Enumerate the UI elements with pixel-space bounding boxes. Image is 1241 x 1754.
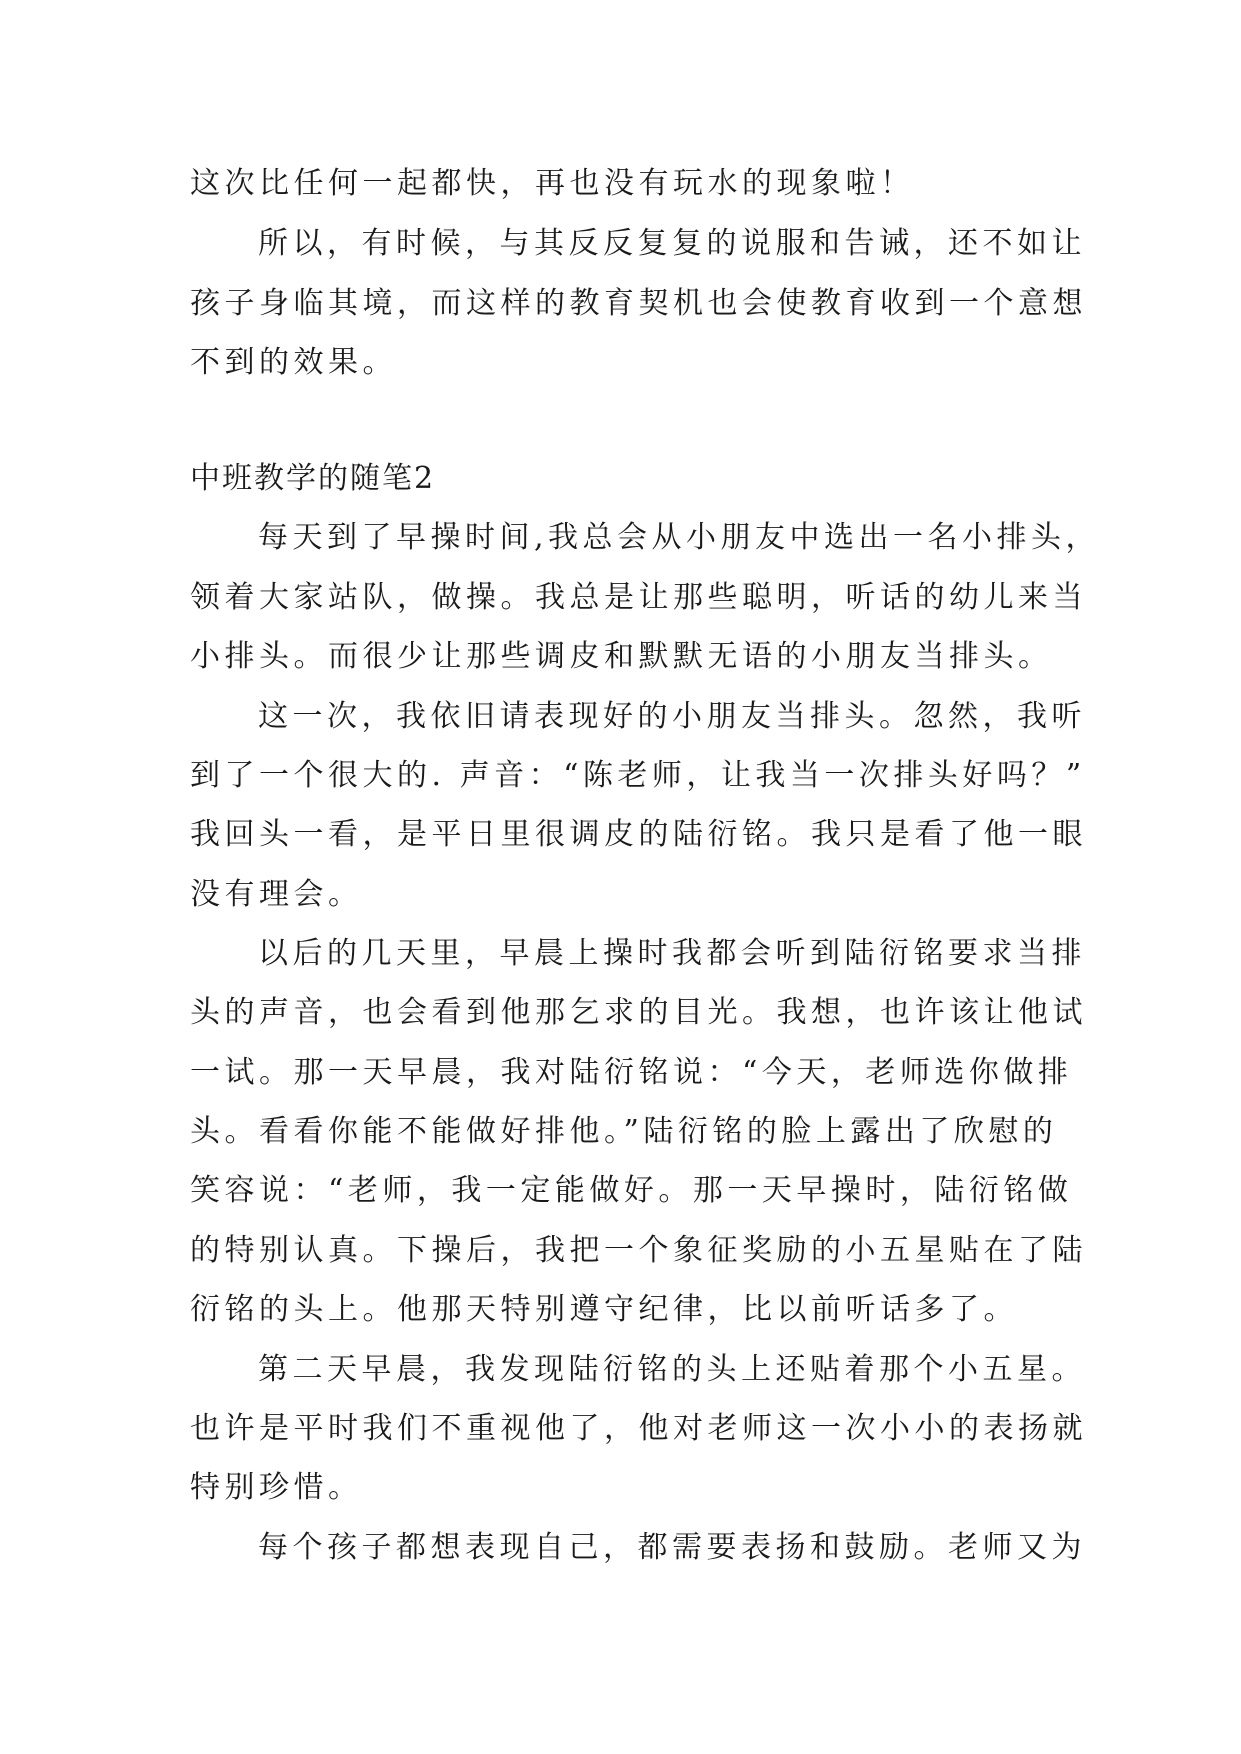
paragraph-5-line-6: 的特别认真。下操后，我把一个象征奖励的小五星贴在了陆 <box>190 1233 1087 1268</box>
paragraph-4-line-4: 没有理会。 <box>190 877 363 912</box>
paragraph-6-line-2: 也许是平时我们不重视他了，他对老师这一次小小的表扬就 <box>190 1411 1087 1446</box>
paragraph-2-line-1: 所以，有时候，与其反反复复的说服和告诫，还不如让 <box>258 226 1086 261</box>
paragraph-4-line-2: 到了一个很大的. 声音：“陈老师，让我当一次排头好吗？” <box>190 758 1086 793</box>
section-heading: 中班教学的随笔2 <box>190 461 436 496</box>
paragraph-7-line-1: 每个孩子都想表现自己，都需要表扬和鼓励。老师又为 <box>258 1530 1086 1565</box>
paragraph-6-line-1: 第二天早晨，我发现陆衍铭的头上还贴着那个小五星。 <box>258 1352 1086 1387</box>
paragraph-6-line-3: 特别珍惜。 <box>190 1470 363 1505</box>
paragraph-3-line-3: 小排头。而很少让那些调皮和默默无语的小朋友当排头。 <box>190 639 1053 674</box>
paragraph-2-line-2: 孩子身临其境，而这样的教育契机也会使教育收到一个意想 <box>190 286 1087 321</box>
paragraph-3-line-2: 领着大家站队，做操。我总是让那些聪明，听话的幼儿来当 <box>190 580 1087 615</box>
paragraph-5-line-3: 一试。那一天早晨，我对陆衍铭说：“今天，老师选你做排 <box>190 1055 1073 1090</box>
paragraph-1-line-1: 这次比任何一起都快，再也没有玩水的现象啦！ <box>190 166 915 201</box>
paragraph-4-line-1: 这一次，我依旧请表现好的小朋友当排头。忽然，我听 <box>258 699 1086 734</box>
paragraph-5-line-7: 衍铭的头上。他那天特别遵守纪律，比以前听话多了。 <box>190 1292 1018 1327</box>
paragraph-2-line-3: 不到的效果。 <box>190 345 397 380</box>
paragraph-5-line-4: 头。看看你能不能做好排他。”陆衍铭的脸上露出了欣慰的 <box>190 1114 1058 1149</box>
paragraph-5-line-1: 以后的几天里，早晨上操时我都会听到陆衍铭要求当排 <box>258 936 1086 971</box>
paragraph-5-line-5: 笑容说：“老师，我一定能做好。那一天早操时，陆衍铭做 <box>190 1173 1073 1208</box>
paragraph-4-line-3: 我回头一看，是平日里很调皮的陆衍铭。我只是看了他一眼 <box>190 817 1087 852</box>
paragraph-5-line-2: 头的声音，也会看到他那乞求的目光。我想，也许该让他试 <box>190 995 1087 1030</box>
paragraph-3-line-1: 每天到了早操时间,我总会从小朋友中选出一名小排头， <box>258 520 1101 555</box>
